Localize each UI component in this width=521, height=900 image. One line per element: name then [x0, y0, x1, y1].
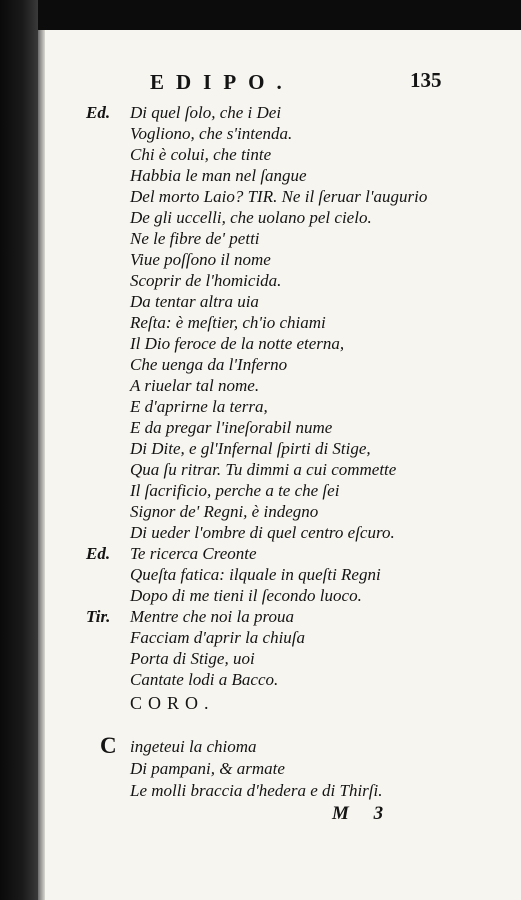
speaker-label: Ed. — [86, 544, 111, 563]
verse-line: Qua ſu ritrar. Tu dimmi a cui commette — [130, 460, 397, 479]
verse-line: Vogliono, che s'intenda. — [130, 124, 293, 143]
speaker-label: Tir. — [86, 607, 111, 626]
verse-line: Dopo di me tieni il ſecondo luoco. — [130, 586, 362, 605]
chorus-line: Le molli braccia d'hedera e di Thirſi. — [130, 781, 383, 800]
verse-line: A riuelar tal nome. — [130, 376, 260, 395]
verse-line: Queſta fatica: ilquale in queſti Regni — [130, 565, 381, 584]
verse-line: Chi è colui, che tinte — [130, 145, 272, 164]
verse-line: Viue poſſono il nome — [130, 250, 271, 269]
verse-line: E da pregar l'ineſorabil nume — [130, 418, 333, 437]
verse-line: Reſta: è meſtier, ch'io chiami — [130, 313, 326, 332]
verse-line: Cantate lodi a Bacco. — [130, 670, 279, 689]
page-number: 135 — [410, 68, 442, 92]
verse-line: Il ſacrificio, perche a te che ſei — [130, 481, 340, 500]
verse-line: Di quel ſolo, che i Dei — [130, 103, 282, 122]
chorus-initial-letter: C — [100, 733, 117, 758]
verse-line: Facciam d'aprir la chiuſa — [130, 628, 306, 647]
verse-line: Ne le fibre de' petti — [130, 229, 260, 248]
running-title: EDIPO. — [150, 70, 294, 94]
verse-line: Scoprir de l'homicida. — [130, 271, 282, 290]
verse-line: Porta di Stige, uoi — [130, 649, 255, 668]
verse-line: De gli uccelli, che uolano pel cielo. — [130, 208, 372, 227]
speaker-label: Ed. — [86, 103, 111, 122]
verse-line: Signor de' Regni, è indegno — [130, 502, 319, 521]
page-gutter-shadow — [38, 30, 45, 900]
verse-line: Mentre che noi la proua — [130, 607, 294, 626]
signature-mark: M 3 — [332, 803, 394, 824]
chorus-line: ingeteui la chioma — [130, 737, 257, 756]
verse-line: Di Dite, e gl'Infernal ſpirti di Stige, — [130, 439, 371, 458]
verse-line: Che uenga da l'Inferno — [130, 355, 288, 374]
verse-line: Di ueder l'ombre di quel centro eſcuro. — [130, 523, 395, 542]
verse-line: E d'aprirne la terra, — [130, 397, 268, 416]
verse-line: Il Dio feroce de la notte eterna, — [130, 334, 345, 353]
verse-line: Te ricerca Creonte — [130, 544, 257, 563]
chorus-line: Di pampani, & armate — [130, 759, 285, 778]
scan-left-border — [0, 0, 38, 900]
verse-line: Del morto Laio? TIR. Ne il ſeruar l'augurio — [130, 187, 428, 206]
chorus-heading: CORO. — [130, 693, 215, 713]
verse-line: Habbia le man nel ſangue — [130, 166, 307, 185]
verse-line: Da tentar altra uia — [130, 292, 259, 311]
